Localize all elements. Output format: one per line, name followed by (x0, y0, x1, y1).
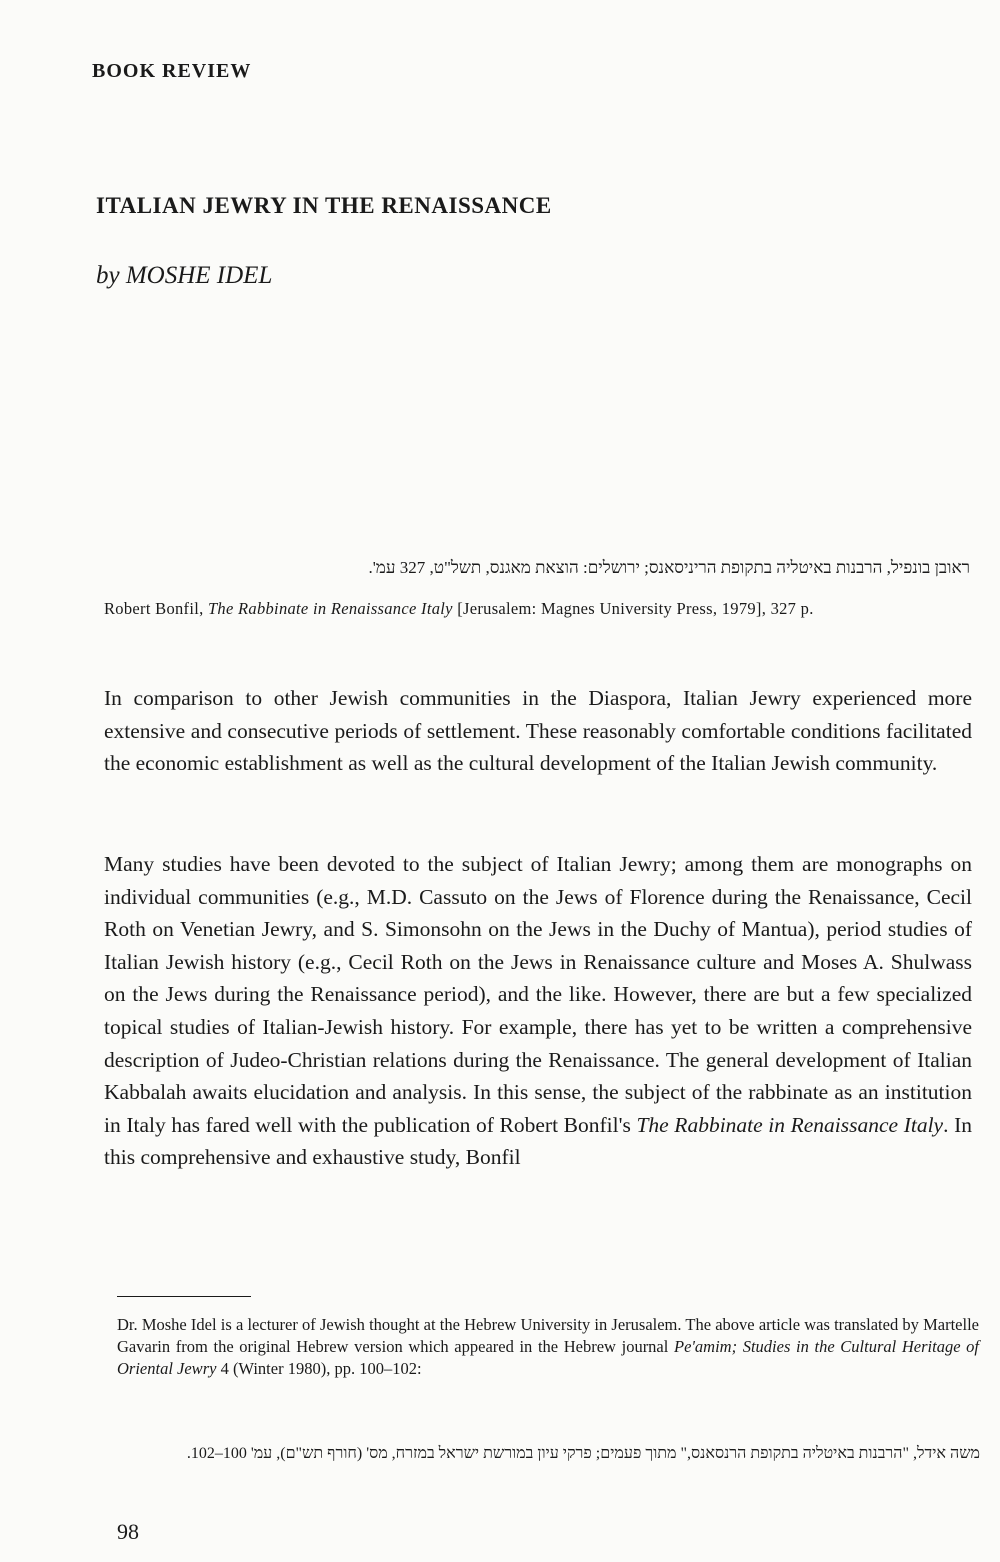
article-title: ITALIAN JEWRY IN THE RENAISSANCE (96, 193, 552, 218)
paragraph-2-end: . In this comprehensive and exhaustive study, Bonfil (104, 1112, 972, 1170)
body-paragraph-2 (104, 848, 972, 1174)
footnote-hebrew-citation: משה אידל, "הרבנות באיטליה בתקופת הרנסאנס," מתוך פעמים; פרקי עיון במורשת ישראל במזרח, מס' (חורף תש"ם), עמ' 100–102. (186, 1445, 980, 1462)
citation-book-title: The Rabbinate in Renaissance Italy (207, 599, 453, 618)
footnote-divider (117, 1296, 251, 1297)
citation-hebrew: ראובן בונפיל, הרבנות באיטליה בתקופת הריניסאנס; ירושלים: הוצאת מאגנס, תשל"ט, 327 עמ'. (368, 558, 970, 577)
body-paragraph-1: In comparison to other Jewish communities in the Diaspora, Italian Jewry experienced more extensive and consecutive periods of settlement. These reasonably comfortable conditions facilitated the economic establishment as well as the cultural development of the Italian Jewish community. (104, 686, 972, 776)
paragraph-2-text: Many studies have been devoted to the subject of Italian Jewry; among them are monographs on individual communities (e.g., M.D. Cassuto on the Jews of Florence during the Renaissance, Cecil Roth on Venetian Jewry, and S. Simonsohn on the Jews in the Duchy of Mantua), period studies of Italian Jewish history (e.g., Cecil Roth on the Jews in Renaissance culture and Moses A. Shulwass on the Jews during the Renaissance period), and the like. However, there are but a few specialized topical studies of Italian-Jewish history. For example, there has yet to be written a comprehensive description of Judeo-Christian relations during the Renaissance. The general development of Italian Kabbalah awaits elucidation and analysis. In this sense, the subject of the rabbinate as an institution in Italy has fared well with the publication of Robert Bonfil's (104, 852, 972, 1137)
page-number: 98 (117, 1519, 139, 1544)
byline: by MOSHE IDEL (96, 262, 273, 289)
citation-author: Robert Bonfil, (104, 599, 208, 618)
citation-english (104, 596, 974, 621)
section-label: BOOK REVIEW (92, 60, 252, 82)
paragraph-2-book-title: The Rabbinate in Renaissance Italy (636, 1112, 944, 1137)
footnote-issue: 4 (Winter 1980), pp. 100–102: (216, 1359, 422, 1378)
footnote-journal-title: Pe'amim; Studies in the Cultural Heritage of Oriental Jewry (117, 1337, 979, 1378)
author-footnote (117, 1314, 979, 1380)
citation-publication: [Jerusalem: Magnes University Press, 1979], 327 p. (452, 599, 814, 618)
footnote-text: Dr. Moshe Idel is a lecturer of Jewish thought at the Hebrew University in Jerusalem. The above article was translated by Martelle Gavarin from the original Hebrew version which appeared in the Hebrew journal (117, 1315, 979, 1356)
